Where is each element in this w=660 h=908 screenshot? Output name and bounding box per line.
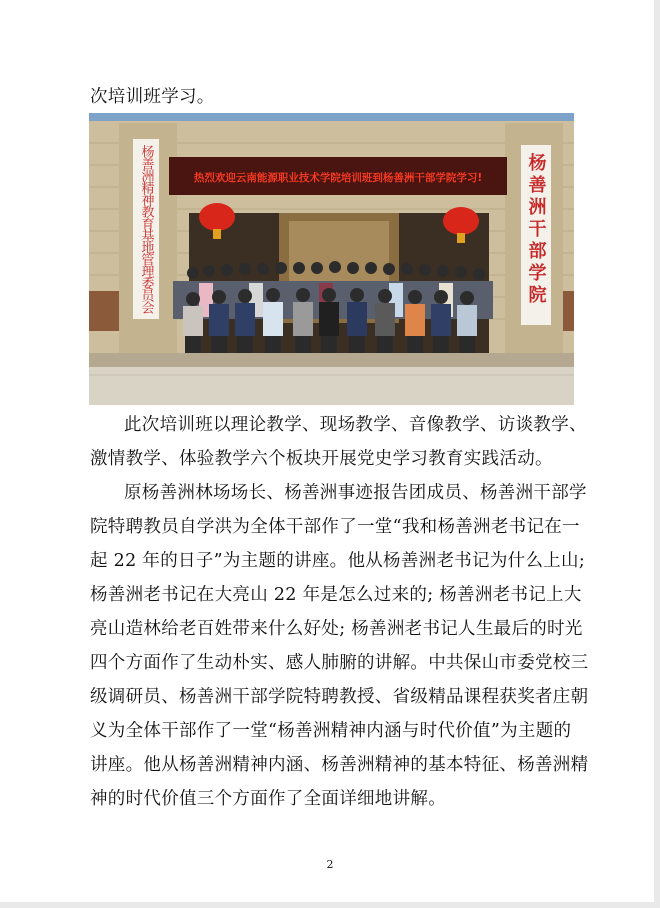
paragraph-line: 级调研员、杨善洲干部学院特聘教授、省级精品课程获奖者庄朝 [90, 687, 589, 707]
paragraph-line: 原杨善洲林场场长、杨善洲事迹报告团成员、杨善洲干部学 [124, 483, 587, 503]
paragraph-line: 讲座。他从杨善洲精神内涵、杨善洲精神的基本特征、杨善洲精 [90, 755, 589, 775]
paragraph-line: 此次培训班以理论教学、现场教学、音像教学、访谈教学、 [124, 415, 587, 435]
paragraph-line: 次培训班学习。 [90, 87, 215, 107]
paragraph-line: 杨善洲老书记在大亮山 22 年是怎么过来的; 杨善洲老书记上大 [90, 585, 582, 605]
paragraph-line: 神的时代价值三个方面作了全面详细地讲解。 [90, 789, 446, 809]
page-number: 2 [326, 858, 334, 871]
paragraph-line: 起 22 年的日子”为主题的讲座。他从杨善洲老书记为什么上山; [90, 551, 586, 571]
right-plaque-text: 杨善洲干部学院 [525, 153, 547, 307]
paragraph-line: 激情教学、体验教学六个板块开展党史学习教育实践活动。 [90, 449, 553, 469]
page-edge [654, 0, 660, 908]
left-plaque-text: 杨善洲精神教育基地管理委员会 [138, 145, 154, 313]
group-photo [89, 113, 574, 405]
paragraph-line: 院特聘教员自学洪为全体干部作了一堂“我和杨善洲老书记在一 [90, 517, 580, 537]
lantern-right [443, 207, 479, 235]
page-edge [0, 902, 660, 908]
paragraph-line: 四个方面作了生动朴实、感人肺腑的讲解。中共保山市委党校三 [90, 653, 589, 673]
lantern-left [199, 203, 235, 231]
paragraph-line: 亮山造林给老百姓带来什么好处; 杨善洲老书记人生最后的时光 [90, 619, 583, 639]
banner-text: 热烈欢迎云南能源职业技术学院培训班到杨善洲干部学院学习! [193, 172, 483, 184]
paragraph-line: 义为全体干部作了一堂“杨善洲精神内涵与时代价值”为主题的 [90, 721, 572, 741]
